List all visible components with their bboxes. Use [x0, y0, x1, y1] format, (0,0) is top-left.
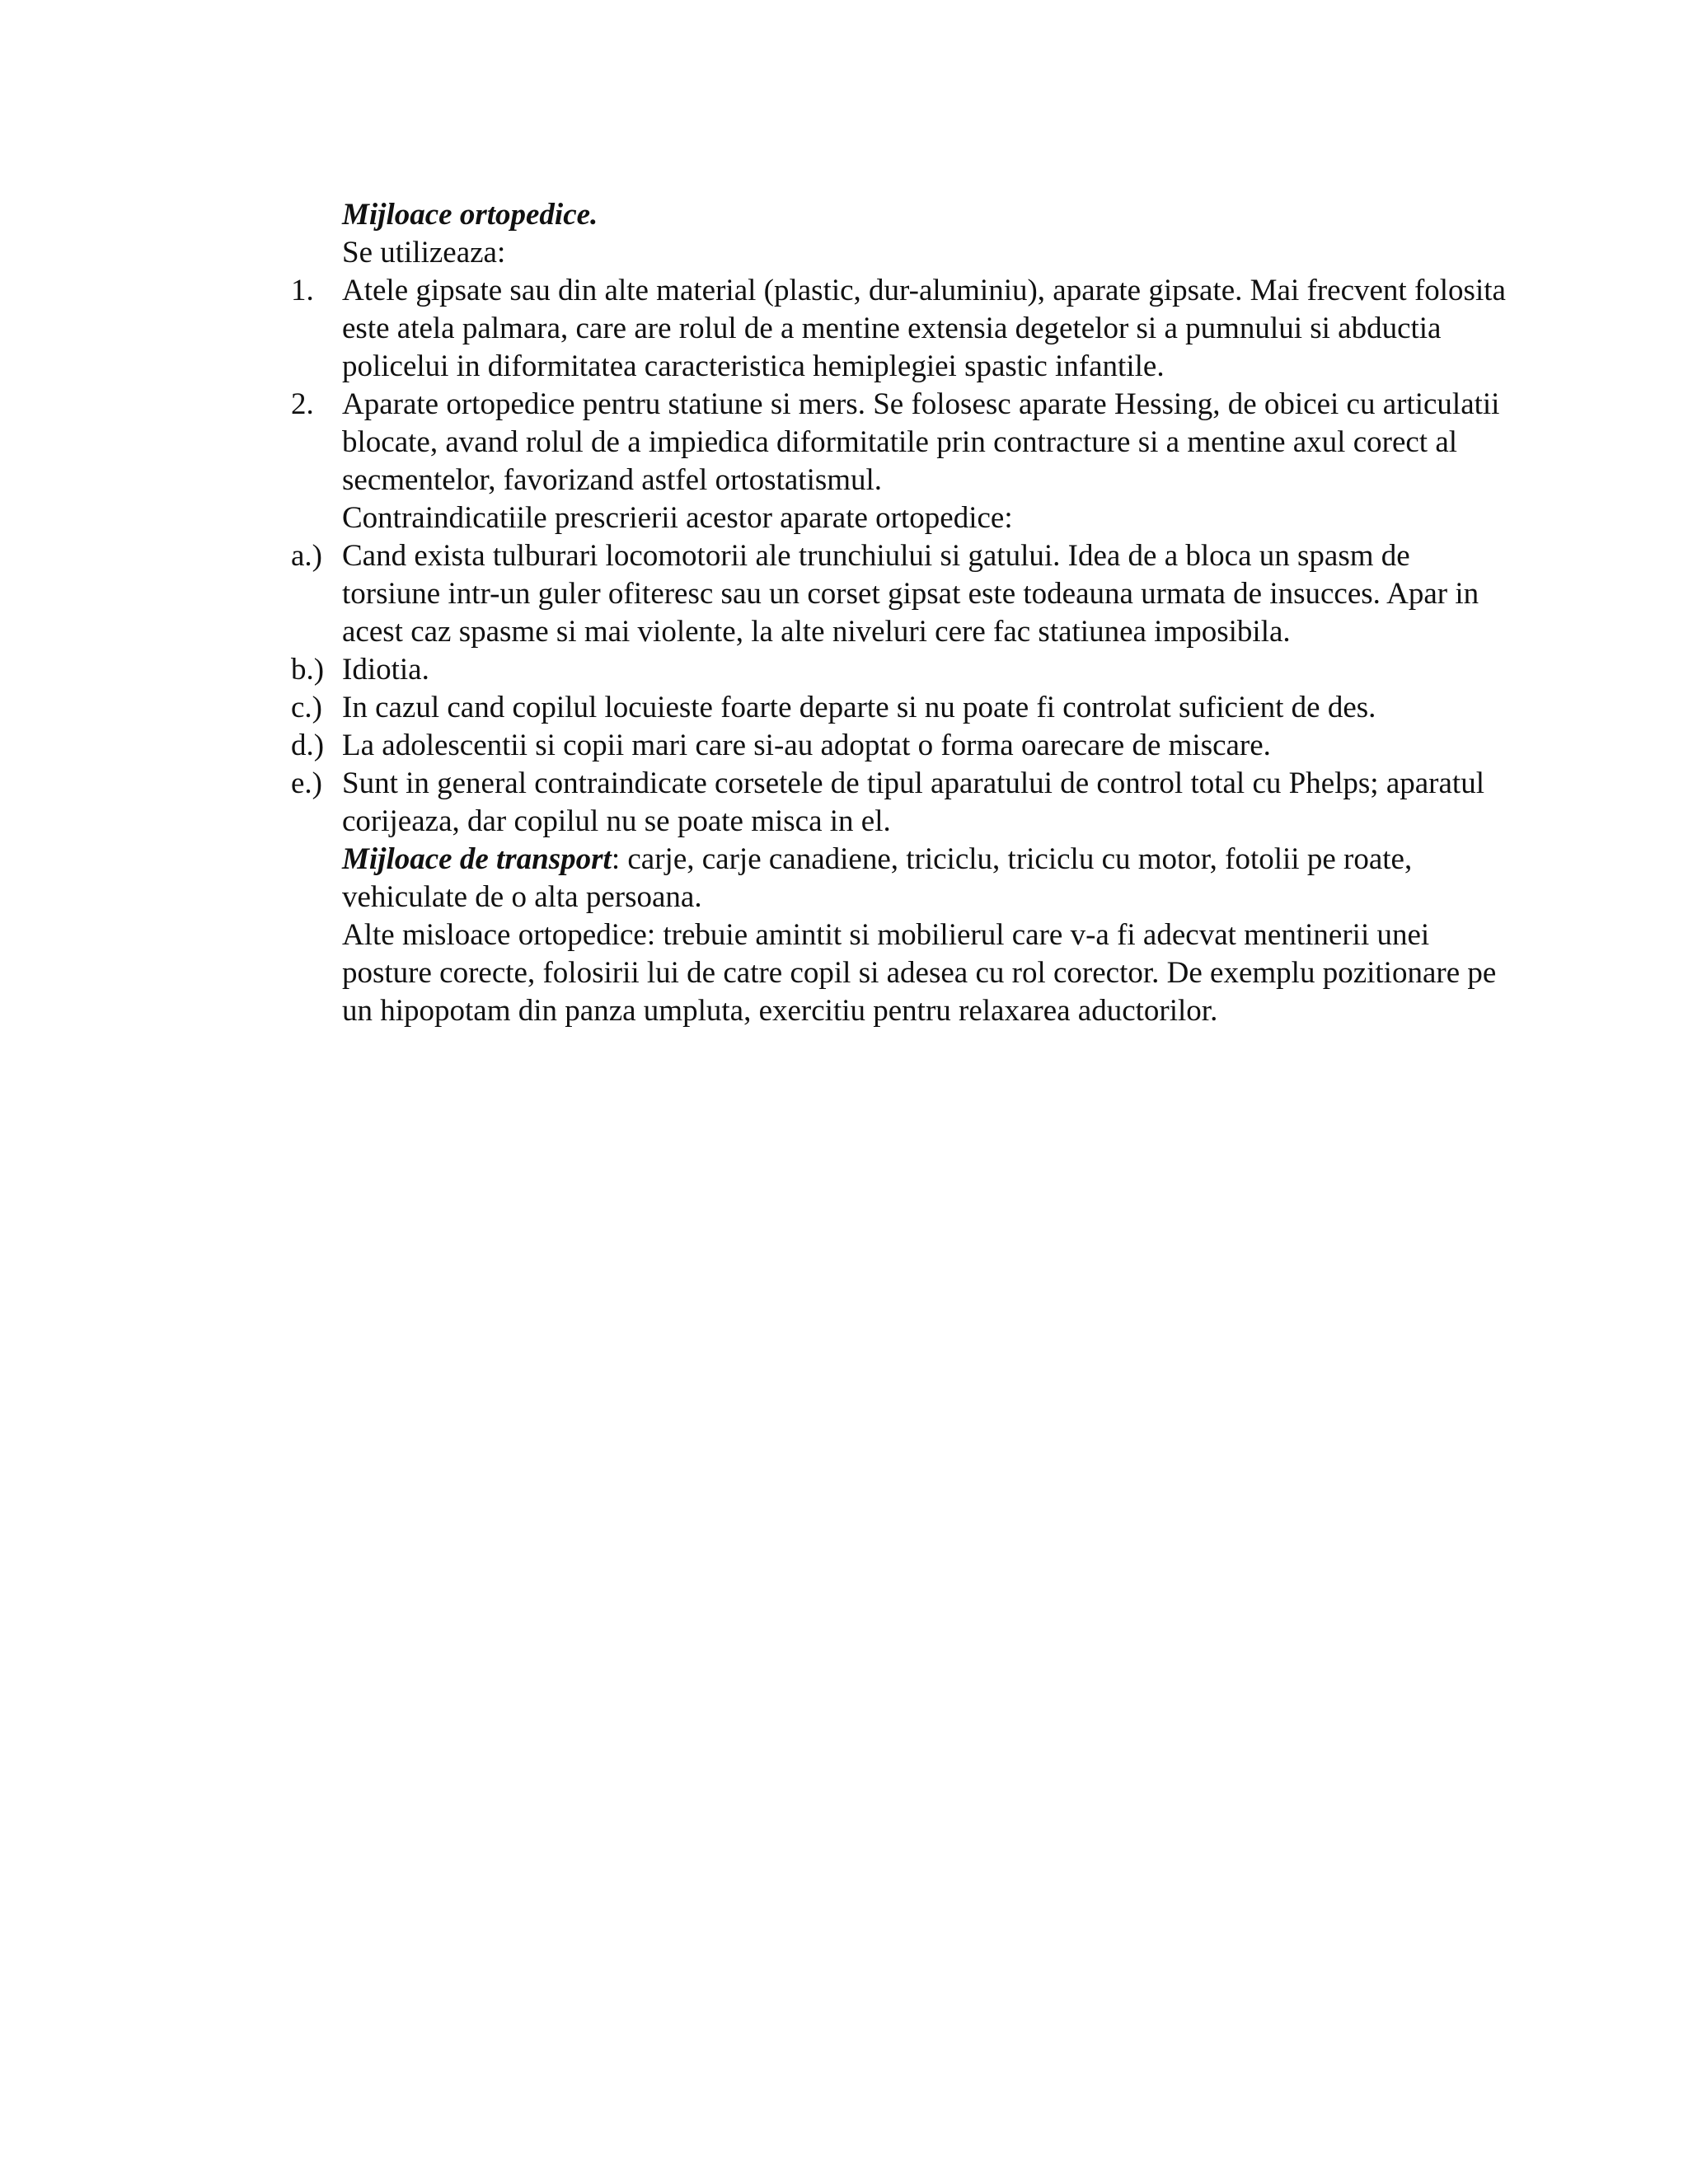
list-item [291, 386, 1512, 499]
list-marker: c.) [291, 691, 322, 724]
list-item-text: Atele gipsate sau din alte material (plastic, dur-aluminiu), aparate gipsate. Mai frecvent folosita este atela palmara, care are rolul de a mentine extensia degetelor si a pumnului si abductia policelui in diformitatea caracteristica hemiplegiei spastic infantile. [342, 274, 1506, 383]
list-item-text: Aparate ortopedice pentru statiune si mers. Se folosesc aparate Hessing, de obicei cu articulatii blocate, avand rolul de a impiedica diformitatile prin contracture si a mentine axul corect al secmentelor, favorizand astfel ortostatismul. [342, 387, 1500, 497]
section-heading: Mijloace ortopedice. [342, 198, 598, 232]
transport-paragraph [342, 841, 1512, 916]
numbered-list [291, 272, 1512, 499]
other-means-paragraph: Alte misloace ortopedice: trebuie amintit si mobilierul care v-a fi adecvat mentinerii unei posture corecte, folosirii lui de catre copil si adesea cu rol corector. De exemplu pozitionare pe un hipopotam din panza umpluta, exercitiu pentru relaxarea aductorilor. [342, 918, 1497, 1028]
list-item [291, 651, 1512, 689]
list-marker: a.) [291, 539, 322, 573]
transport-text: : carje, carje canadiene, triciclu, triciclu cu motor, fotolii pe roate, vehiculate de o alta persoana. [342, 842, 1413, 914]
document-body [291, 196, 1512, 1030]
list-item-text: La adolescentii si copii mari care si-au adoptat o forma oarecare de miscare. [342, 729, 1271, 762]
list-item-text: In cazul cand copilul locuieste foarte departe si nu poate fi controlat suficient de des. [342, 691, 1376, 724]
list-item [291, 765, 1512, 841]
list-marker: 1. [291, 274, 314, 307]
list-item [291, 689, 1512, 727]
intro-text: Se utilizeaza: [342, 236, 506, 269]
list-item-text: Idiotia. [342, 653, 429, 687]
list-item-text: Sunt in general contraindicate corsetele de tipul aparatului de control total cu Phelps; aparatul corijeaza, dar copilul nu se poate misca in el. [342, 766, 1484, 838]
lettered-list [291, 537, 1512, 841]
list-marker: b.) [291, 653, 325, 687]
transport-label: Mijloace de transport [342, 842, 612, 876]
list-marker: e.) [291, 766, 322, 800]
list-item [291, 272, 1512, 386]
list-item [291, 727, 1512, 765]
contraindications-intro: Contraindicatiile prescrierii acestor aparate ortopedice: [342, 501, 1013, 535]
list-item [291, 537, 1512, 651]
list-marker: d.) [291, 729, 325, 762]
list-marker: 2. [291, 387, 314, 421]
list-item-text: Cand exista tulburari locomotorii ale trunchiului si gatului. Idea de a bloca un spasm de torsiune intr-un guler ofiteresc sau un corset gipsat este todeauna urmata de insucces. Apar in acest caz spasme si mai violente, la alte niveluri cere fac statiunea imposibila. [342, 539, 1479, 649]
